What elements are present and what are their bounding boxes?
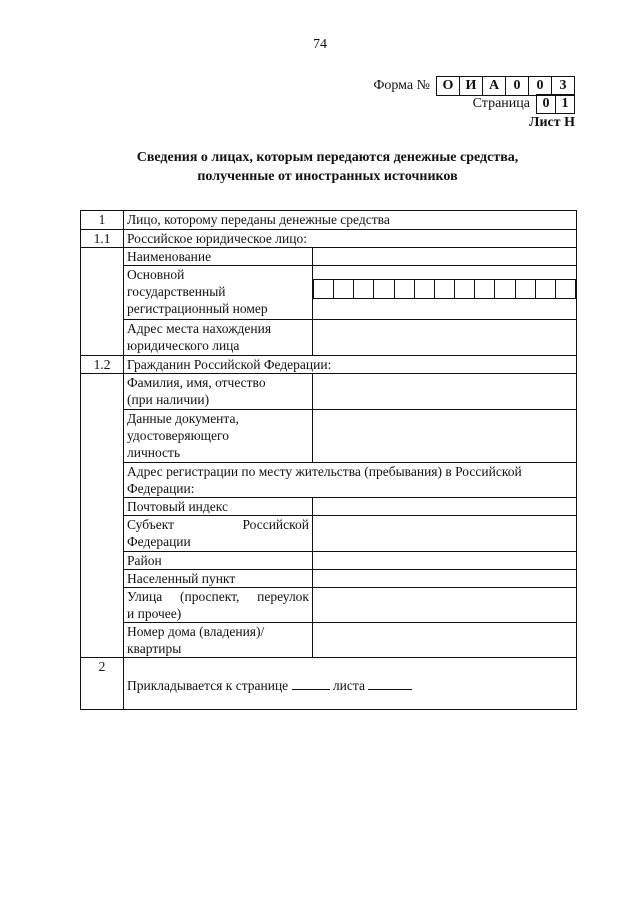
field-label	[124, 374, 313, 410]
id-document-value-field[interactable]	[313, 410, 577, 463]
ogrn-digit-cell[interactable]	[474, 280, 494, 298]
table-row	[81, 266, 577, 320]
ogrn-field[interactable]	[313, 266, 577, 320]
table-row	[81, 374, 577, 410]
table-row	[81, 410, 577, 463]
ogrn-digit-cell[interactable]	[555, 280, 575, 298]
subject-label-line: Федерации	[127, 534, 191, 549]
page-number: 74	[313, 37, 327, 52]
sheet-blank-field[interactable]	[368, 675, 412, 690]
field-label: Наименование	[124, 248, 313, 266]
table-row	[81, 516, 577, 552]
title-line-2: полученные от иностранных источников	[197, 169, 458, 184]
page-code-label: Страница	[472, 96, 530, 111]
row-number: 1	[81, 211, 124, 230]
row-number-empty	[81, 498, 124, 516]
form-code-cell: 3	[551, 77, 574, 95]
form-number	[373, 76, 575, 96]
form-code-cell: О	[442, 78, 454, 93]
page-code-cell: 1	[555, 95, 574, 113]
id-document-label-line: Данные документа,	[127, 411, 239, 426]
row-number-empty	[81, 588, 124, 623]
page-blank-field[interactable]	[292, 675, 330, 690]
district-field[interactable]	[313, 552, 577, 570]
section-label: Российское юридическое лицо:	[124, 230, 577, 248]
ogrn-digit-cell[interactable]	[535, 280, 555, 298]
ogrn-label-line: государственный	[127, 284, 226, 299]
row-number-empty	[81, 266, 124, 320]
row-number-empty	[81, 516, 124, 552]
row-number: 2	[81, 658, 124, 710]
row-number-empty	[81, 623, 124, 658]
table-row	[81, 230, 577, 248]
table-row	[81, 356, 577, 374]
ogrn-label-line: Основной	[127, 267, 185, 282]
title-line-1: Сведения о лицах, которым передаются денежные средства,	[136, 150, 519, 165]
page-code	[473, 94, 575, 114]
locality-field[interactable]	[313, 570, 577, 588]
section-label	[124, 463, 577, 498]
ogrn-digit-cell[interactable]	[434, 280, 454, 298]
street-label-line: Улица (проспект, переулок	[127, 589, 309, 604]
registration-address-label-line: Адрес регистрации по месту жительства (пребывания) в Российской	[127, 464, 522, 479]
table-row	[81, 570, 577, 588]
form-code-cell: 0	[528, 77, 551, 95]
address-label-line: Адрес места нахождения	[127, 321, 272, 336]
ogrn-digit-cell[interactable]	[333, 280, 353, 298]
row-number-empty	[81, 552, 124, 570]
field-label	[124, 266, 313, 320]
street-label-line: и прочее)	[127, 606, 182, 621]
row-number: 1.2	[81, 356, 124, 374]
ogrn-digit-cell[interactable]	[373, 280, 393, 298]
house-field[interactable]	[313, 623, 577, 658]
attachment-sheet-label: листа	[332, 678, 365, 693]
document-title	[80, 148, 575, 186]
table-row	[81, 248, 577, 266]
ogrn-digit-cell[interactable]	[394, 280, 414, 298]
ogrn-digit-cell[interactable]	[353, 280, 373, 298]
table-row	[81, 320, 577, 356]
ogrn-digit-cells	[313, 279, 576, 299]
house-label-line: квартиры	[127, 641, 182, 656]
field-label	[124, 623, 313, 658]
ogrn-digit-cell[interactable]	[494, 280, 514, 298]
row-number-empty	[81, 374, 124, 410]
recipients-table	[80, 210, 577, 710]
ogrn-digit-cell[interactable]	[314, 280, 333, 298]
ogrn-digit-cell[interactable]	[515, 280, 535, 298]
subject-label-line: Субъект Российской	[127, 517, 309, 532]
field-label	[124, 410, 313, 463]
id-document-label-line: личность	[127, 445, 181, 460]
table-row	[81, 588, 577, 623]
table-row	[81, 463, 577, 498]
row-number-empty	[81, 248, 124, 266]
row-number-empty	[81, 463, 124, 498]
table-row	[81, 552, 577, 570]
form-code-cell: 0	[505, 77, 528, 95]
field-label: Почтовый индекс	[124, 498, 313, 516]
field-label	[124, 516, 313, 552]
table-row	[81, 498, 577, 516]
fio-value-field[interactable]	[313, 374, 577, 410]
address-label-line: юридического лица	[127, 338, 240, 353]
ogrn-digit-cell[interactable]	[414, 280, 434, 298]
street-field[interactable]	[313, 588, 577, 623]
form-code-cell: А	[482, 77, 505, 95]
form-code-cells	[436, 76, 575, 96]
table-row	[81, 211, 577, 230]
subject-value-field[interactable]	[313, 516, 577, 552]
fio-label-line: (при наличии)	[127, 392, 210, 407]
sheet-label: Лист Н	[529, 115, 575, 130]
page-code-cell: 0	[542, 96, 550, 111]
attachment-text: Прикладывается к странице	[127, 678, 289, 693]
registration-address-label-line: Федерации:	[127, 481, 195, 496]
house-label-line: Номер дома (владения)/	[127, 624, 265, 639]
row-number-empty	[81, 320, 124, 356]
name-value-field[interactable]	[313, 248, 577, 266]
field-label	[124, 588, 313, 623]
id-document-label-line: удостоверяющего	[127, 428, 229, 443]
postal-code-field[interactable]	[313, 498, 577, 516]
address-value-field[interactable]	[313, 320, 577, 356]
field-label: Населенный пункт	[124, 570, 313, 588]
field-label: Район	[124, 552, 313, 570]
row-number: 1.1	[81, 230, 124, 248]
ogrn-digit-cell[interactable]	[454, 280, 474, 298]
page-code-cells	[536, 94, 575, 114]
table-row	[81, 658, 577, 710]
fio-label-line: Фамилия, имя, отчество	[127, 375, 266, 390]
attachment-cell	[124, 658, 577, 710]
row-number-empty	[81, 570, 124, 588]
section-label: Гражданин Российской Федерации:	[124, 356, 577, 374]
form-code-cell: И	[459, 77, 482, 95]
row-number-empty	[81, 410, 124, 463]
table-row	[81, 623, 577, 658]
row-label: Лицо, которому переданы денежные средства	[124, 211, 577, 230]
ogrn-label-line: регистрационный номер	[127, 301, 268, 316]
field-label	[124, 320, 313, 356]
form-number-label: Форма №	[373, 78, 430, 93]
